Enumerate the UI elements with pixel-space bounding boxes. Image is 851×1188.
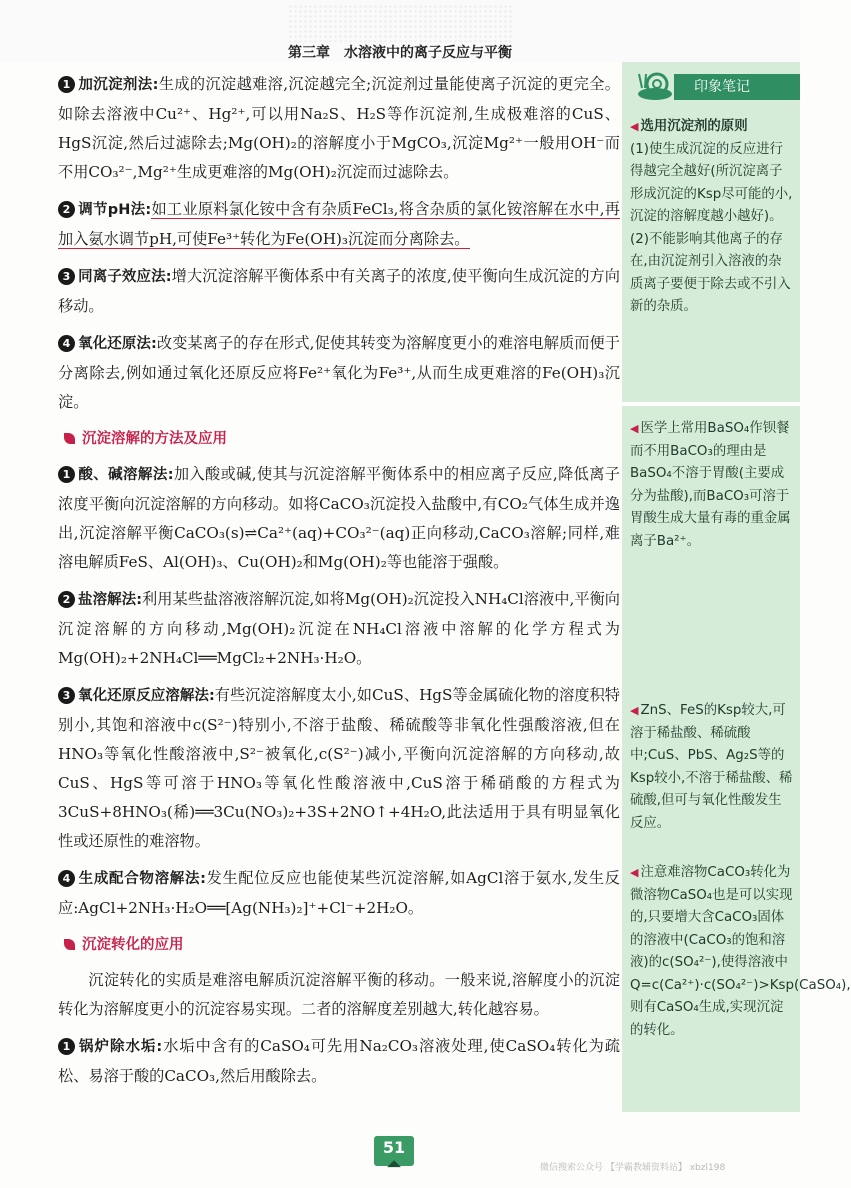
number-badge: 1 — [58, 466, 75, 483]
paragraph-text: 利用某些盐溶液溶解沉淀,如将Mg(OH)₂沉淀投入NH₄Cl溶液中,平衡向沉淀溶解的方向移动,Mg(OH)₂沉淀在NH₄Cl溶液中溶解的化学方程式为Mg(OH)₂+2NH₄Cl══MgCl₂+2NH₃·H₂O。 — [58, 590, 620, 667]
page-number-text: 51 — [382, 1138, 406, 1157]
term-label: 加沉淀剂法: — [78, 77, 159, 93]
paragraph-text: 沉淀转化的实质是难溶电解质沉淀溶解平衡的移动。一般来说,溶解度小的沉淀转化为溶解度更小的沉淀容易实现。二者的溶解度差别越大,转化越容易。 — [58, 971, 620, 1018]
section-heading — [58, 425, 620, 454]
pointer-icon: ◀ — [630, 120, 639, 133]
section-heading — [58, 931, 620, 960]
note-text: 注意难溶物CaCO₃转化为微溶物CaSO₄也是可以实现的,只要增大含CaCO₃固体的溶液中(CaCO₃的饱和溶液)的c(SO₄²⁻),使得溶液中Q=c(Ca²⁺)·c(SO₄²⁻)>Ksp(CaSO₄),则有CaSO₄生成,实现沉淀的转化。 — [630, 865, 851, 1038]
main-text — [58, 70, 620, 1099]
section-title: 沉淀转化的应用 — [82, 937, 184, 953]
number-badge: 4 — [58, 870, 75, 887]
number-badge: 1 — [58, 1038, 75, 1055]
term-label: 氧化还原反应溶解法: — [78, 688, 215, 704]
paragraph-text: 水垢中含有的CaSO₄可先用Na₂CO₃溶液处理,使CaSO₄转化为疏松、易溶于酸的CaCO₃,然后用酸除去。 — [58, 1037, 620, 1085]
chapter-title: 第三章 水溶液中的离子反应与平衡 — [288, 45, 512, 61]
paragraph-common-ion — [58, 262, 620, 321]
sidebar-divider — [622, 402, 800, 406]
number-badge: 2 — [58, 591, 75, 608]
paragraph-boiler — [58, 1032, 620, 1091]
number-badge: 1 — [58, 76, 75, 93]
paragraph-text: 发生配位反应也能使某些沉淀溶解,如AgCl溶于氨水,发生反应:AgCl+2NH₃·H₂O══[Ag(NH₃)₂]⁺+Cl⁻+2H₂O。 — [58, 869, 620, 917]
note-text: 医学上常用BaSO₄作钡餐而不用BaCO₃的理由是BaSO₄不溶于胃酸(主要成分为盐酸),而BaCO₃可溶于胃酸生成大量有毒的重金属离子Ba²⁺。 — [630, 421, 791, 549]
note-caco3 — [630, 862, 851, 1042]
paragraph-precipitant — [58, 70, 620, 187]
paragraph-salt — [58, 585, 620, 673]
term-label: 锅炉除水垢: — [78, 1039, 163, 1055]
note-text: ZnS、FeS的Ksp较大,可溶于稀盐酸、稀硫酸中;CuS、PbS、Ag₂S等的Ksp较小,不溶于稀盐酸、稀硫酸,但可与氧化性酸发生反应。 — [630, 703, 793, 831]
pointer-icon: ◀ — [630, 704, 639, 717]
paragraph-text: 改变某离子的存在形式,促使其转变为溶解度更小的难溶电解质而便于分离除去,例如通过氧化还原反应将Fe²⁺氧化为Fe³⁺,从而生成更难溶的Fe(OH)₃沉淀。 — [58, 334, 620, 411]
note-text: (2)不能影响其他离子的存在,由沉淀剂引入溶液的杂质离子要便于除去或不引入新的杂质。 — [630, 231, 791, 314]
note-barium — [630, 418, 794, 553]
header-pattern — [288, 4, 512, 42]
note-heading: 选用沉淀剂的原则 — [640, 119, 748, 134]
note-text: (1)使生成沉淀的反应进行得越完全越好(所沉淀离子形成沉淀的K⁠sp尽可能的小,沉淀的溶解度越小越好)。 — [630, 141, 793, 224]
pointer-icon: ◀ — [630, 866, 639, 879]
paragraph-text: 生成的沉淀越难溶,沉淀越完全;沉淀剂过量能使离子沉淀的更完全。如除去溶液中Cu²⁺、Hg²⁺,可以用Na₂S、H₂S等作沉淀剂,生成极难溶的CuS、HgS沉淀,然后过滤除去;Mg(OH)₂的溶解度小于MgCO₃,沉淀Mg²⁺一般用OH⁻而不用CO₃²⁻,Mg²⁺生成更难溶的Mg(OH)₂沉淀而过滤除去。 — [58, 75, 620, 181]
term-label: 酸、碱溶解法: — [78, 467, 174, 483]
paragraph-complex — [58, 864, 620, 923]
paragraph-text: 有些沉淀溶解度太小,如CuS、HgS等金属硫化物的溶度积特别小,其饱和溶液中c(S²⁻)特别小,不溶于盐酸、稀硫酸等非氧化性强酸溶液,但在HNO₃等氧化性酸溶液中,S²⁻被氧化,c(S²⁻)减小,平衡向沉淀溶解的方向移动,故CuS、HgS等可溶于HNO₃等氧化性酸溶液中,CuS溶于稀硝酸的方程式为3CuS+8HNO₃(稀)══3Cu(NO₃)₂+3S+2NO↑+4H₂O,此法适用于具有明显氧化性或还原性的难溶物。 — [58, 686, 620, 850]
term-label: 生成配合物溶解法: — [78, 871, 206, 887]
leaf-icon — [64, 433, 75, 444]
term-label: 氧化还原法: — [78, 336, 157, 352]
pointer-icon: ◀ — [630, 422, 639, 435]
note-sulfides — [630, 700, 794, 835]
sidebar-header — [628, 68, 800, 102]
number-badge: 4 — [58, 335, 75, 352]
snail-icon: ◢◣ — [387, 1159, 401, 1169]
underlined-text: 如工业原料氯化铵中含有杂质FeCl₃,将含杂质的氯化铵溶解在水中,再加入氨水调节pH,可使Fe³⁺转化为Fe(OH)₃沉淀而分离除去。 — [58, 200, 620, 248]
note-precipitant-principle — [630, 116, 794, 319]
paragraph-acid-base — [58, 460, 620, 577]
term-label: 盐溶解法: — [78, 592, 142, 608]
paragraph-redox-dissolve — [58, 681, 620, 856]
watermark: 微信搜索公众号 【学霸教辅资料站】 xbzl198 — [540, 1163, 726, 1173]
leaf-icon — [64, 939, 75, 950]
snail-icon — [636, 68, 674, 102]
paragraph-text: 加入酸或碱,使其与沉淀溶解平衡体系中的相应离子反应,降低离子浓度平衡向沉淀溶解的方向移动。如将CaCO₃沉淀投入盐酸中,有CO₂气体生成并逸出,沉淀溶解平衡CaCO₃(s)⇌Ca²⁺(aq)+CO₃²⁻(aq)正向移动,CaCO₃溶解;同样,难溶电解质FeS、Al(OH)₃、Cu(OH)₂和Mg(OH)₂等也能溶于强酸。 — [58, 465, 620, 571]
number-badge: 2 — [58, 201, 75, 218]
paragraph-ph — [58, 195, 620, 254]
section-title: 沉淀溶解的方法及应用 — [82, 431, 227, 447]
number-badge: 3 — [58, 687, 75, 704]
paragraph-text: 增大沉淀溶解平衡体系中有关离子的浓度,使平衡向生成沉淀的方向移动。 — [58, 267, 620, 315]
paragraph-transformation — [58, 966, 620, 1024]
term-label: 同离子效应法: — [78, 269, 172, 285]
term-label: 调节pH法: — [78, 202, 152, 218]
sidebar-title: 印象笔记 — [674, 74, 800, 100]
number-badge: 3 — [58, 268, 75, 285]
page-number — [374, 1136, 414, 1169]
paragraph-redox — [58, 329, 620, 417]
